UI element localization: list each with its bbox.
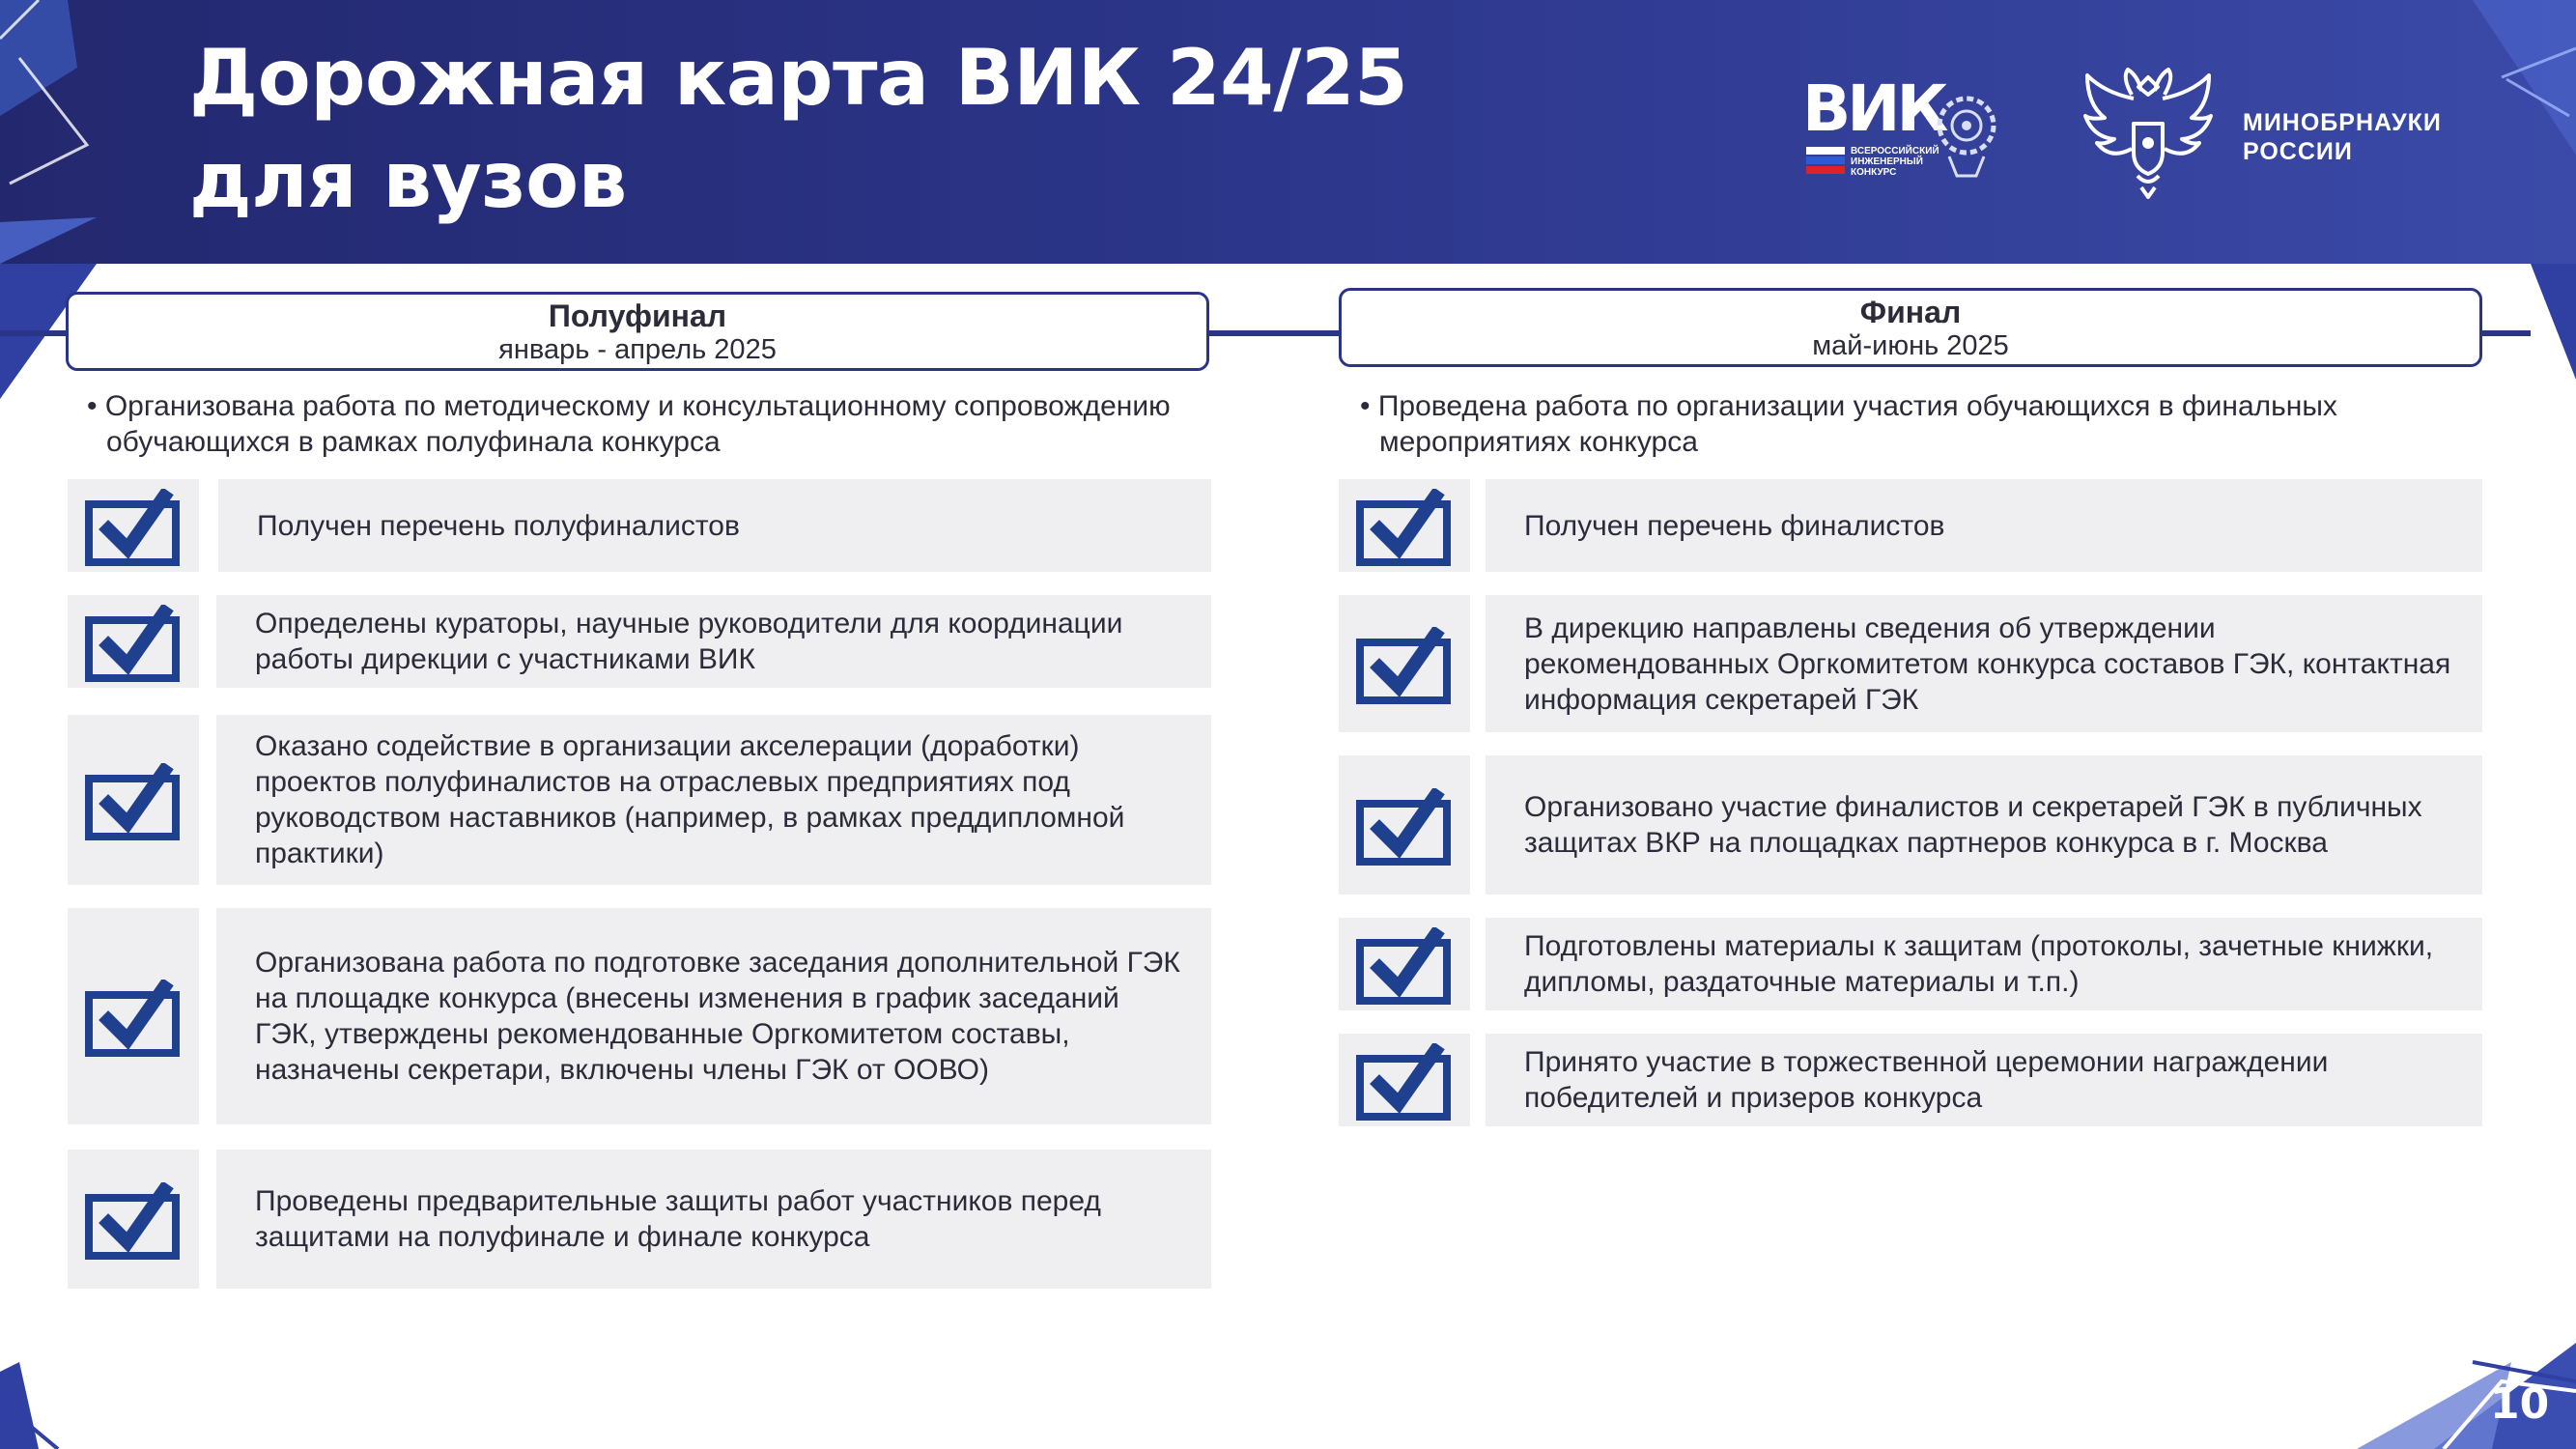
semifinal-item	[68, 479, 1211, 572]
checkbox-checked-icon	[1356, 788, 1453, 866]
gear-icon	[1930, 81, 2003, 182]
checkbox-checked-icon	[1356, 489, 1453, 566]
final-dates: май-июнь 2025	[1812, 330, 2009, 361]
ministry-logo-text	[2243, 108, 2475, 166]
semifinal-item	[68, 1150, 1211, 1289]
page-title	[189, 27, 1407, 232]
checkbox	[68, 479, 199, 572]
bottom-left-decoration	[0, 1362, 77, 1449]
title-line-2: для вузов	[189, 135, 627, 225]
coat-of-arms-icon	[2083, 66, 2213, 201]
page-number: 10	[2490, 1379, 2550, 1429]
checkbox	[1339, 479, 1470, 572]
right-edge-decoration	[2531, 264, 2576, 389]
item-text: В дирекцию направлены сведения об утверждении рекомендованных Оргкомитетом конкурса составов ГЭК, контактная информация секретарей ГЭК	[1486, 595, 2482, 732]
item-text: Получен перечень полуфиналистов	[218, 479, 1211, 572]
semifinal-item	[68, 715, 1211, 885]
item-text: Определены кураторы, научные руководители для координации работы дирекции с участниками ВИК	[216, 595, 1211, 688]
final-title: Финал	[1859, 295, 1962, 329]
semifinal-title: Полуфинал	[548, 298, 727, 333]
semifinal-stage-header	[66, 292, 1209, 371]
checkbox-checked-icon	[85, 605, 182, 682]
checkbox-checked-icon	[85, 763, 182, 840]
checkbox-checked-icon	[1356, 1043, 1453, 1121]
checkbox	[1339, 1034, 1470, 1126]
ministry-line-2: РОССИИ	[2243, 138, 2353, 165]
checkbox	[68, 715, 199, 885]
checkbox-checked-icon	[85, 489, 182, 566]
checkbox	[68, 908, 199, 1124]
vik-logo-text: ВИК	[1802, 71, 1945, 146]
final-stage-header	[1339, 288, 2482, 367]
semifinal-intro-bullet: • Организована работа по методическому и консультационному сопровождению обучающихся в рамках полуфинала конкурса	[87, 390, 1171, 458]
checkbox	[1339, 595, 1470, 732]
checkbox	[68, 1150, 199, 1289]
checkbox-checked-icon	[85, 1182, 182, 1260]
checkbox	[68, 595, 199, 688]
item-text: Получен перечень финалистов	[1486, 479, 2482, 572]
ministry-line-1: МИНОБРНАУКИ	[2243, 109, 2442, 136]
header-banner	[0, 0, 2576, 264]
title-line-1: Дорожная карта ВИК 24/25	[189, 33, 1408, 123]
final-item	[1339, 595, 2482, 732]
item-text: Принято участие в торжественной церемонии награждении победителей и призеров конкурса	[1486, 1034, 2482, 1126]
final-item	[1339, 1034, 2482, 1126]
final-intro-bullet: • Проведена работа по организации участия обучающихся в финальных мероприятиях конкурса	[1360, 390, 2337, 458]
item-text: Проведены предварительные защиты работ участников перед защитами на полуфинале и финале конкурса	[216, 1150, 1211, 1289]
semifinal-dates: январь - апрель 2025	[498, 334, 777, 365]
checkbox-checked-icon	[1356, 927, 1453, 1005]
item-text: Подготовлены материалы к защитам (протоколы, зачетные книжки, дипломы, раздаточные материалы и т.п.)	[1486, 918, 2482, 1010]
final-item	[1339, 755, 2482, 895]
checkbox	[1339, 755, 1470, 895]
item-text: Организовано участие финалистов и секретарей ГЭК в публичных защитах ВКР на площадках партнеров конкурса в г. Москва	[1486, 755, 2482, 895]
vik-logo-subtitle: ВСЕРОССИЙСКИЙ ИНЖЕНЕРНЫЙ КОНКУРС	[1851, 146, 1939, 178]
final-item	[1339, 918, 2482, 1010]
item-text: Оказано содействие в организации акселерации (доработки) проектов полуфиналистов на отраслевых предприятиях под руководством наставников (например, в рамках преддипломной практики)	[216, 715, 1211, 885]
final-item	[1339, 479, 2482, 572]
checkbox-checked-icon	[85, 980, 182, 1057]
semifinal-item	[68, 908, 1211, 1124]
checkbox-checked-icon	[1356, 627, 1453, 704]
item-text: Организована работа по подготовке заседания дополнительной ГЭК на площадке конкурса (внесены изменения в график заседаний ГЭК, утверждены рекомендованные Оргкомитетом составы, назначены секретари, включены члены ГЭК от ООВО)	[216, 908, 1211, 1124]
semifinal-item	[68, 595, 1211, 688]
russian-flag-icon	[1806, 147, 1845, 176]
vik-logo	[1802, 71, 2015, 195]
checkbox	[1339, 918, 1470, 1010]
